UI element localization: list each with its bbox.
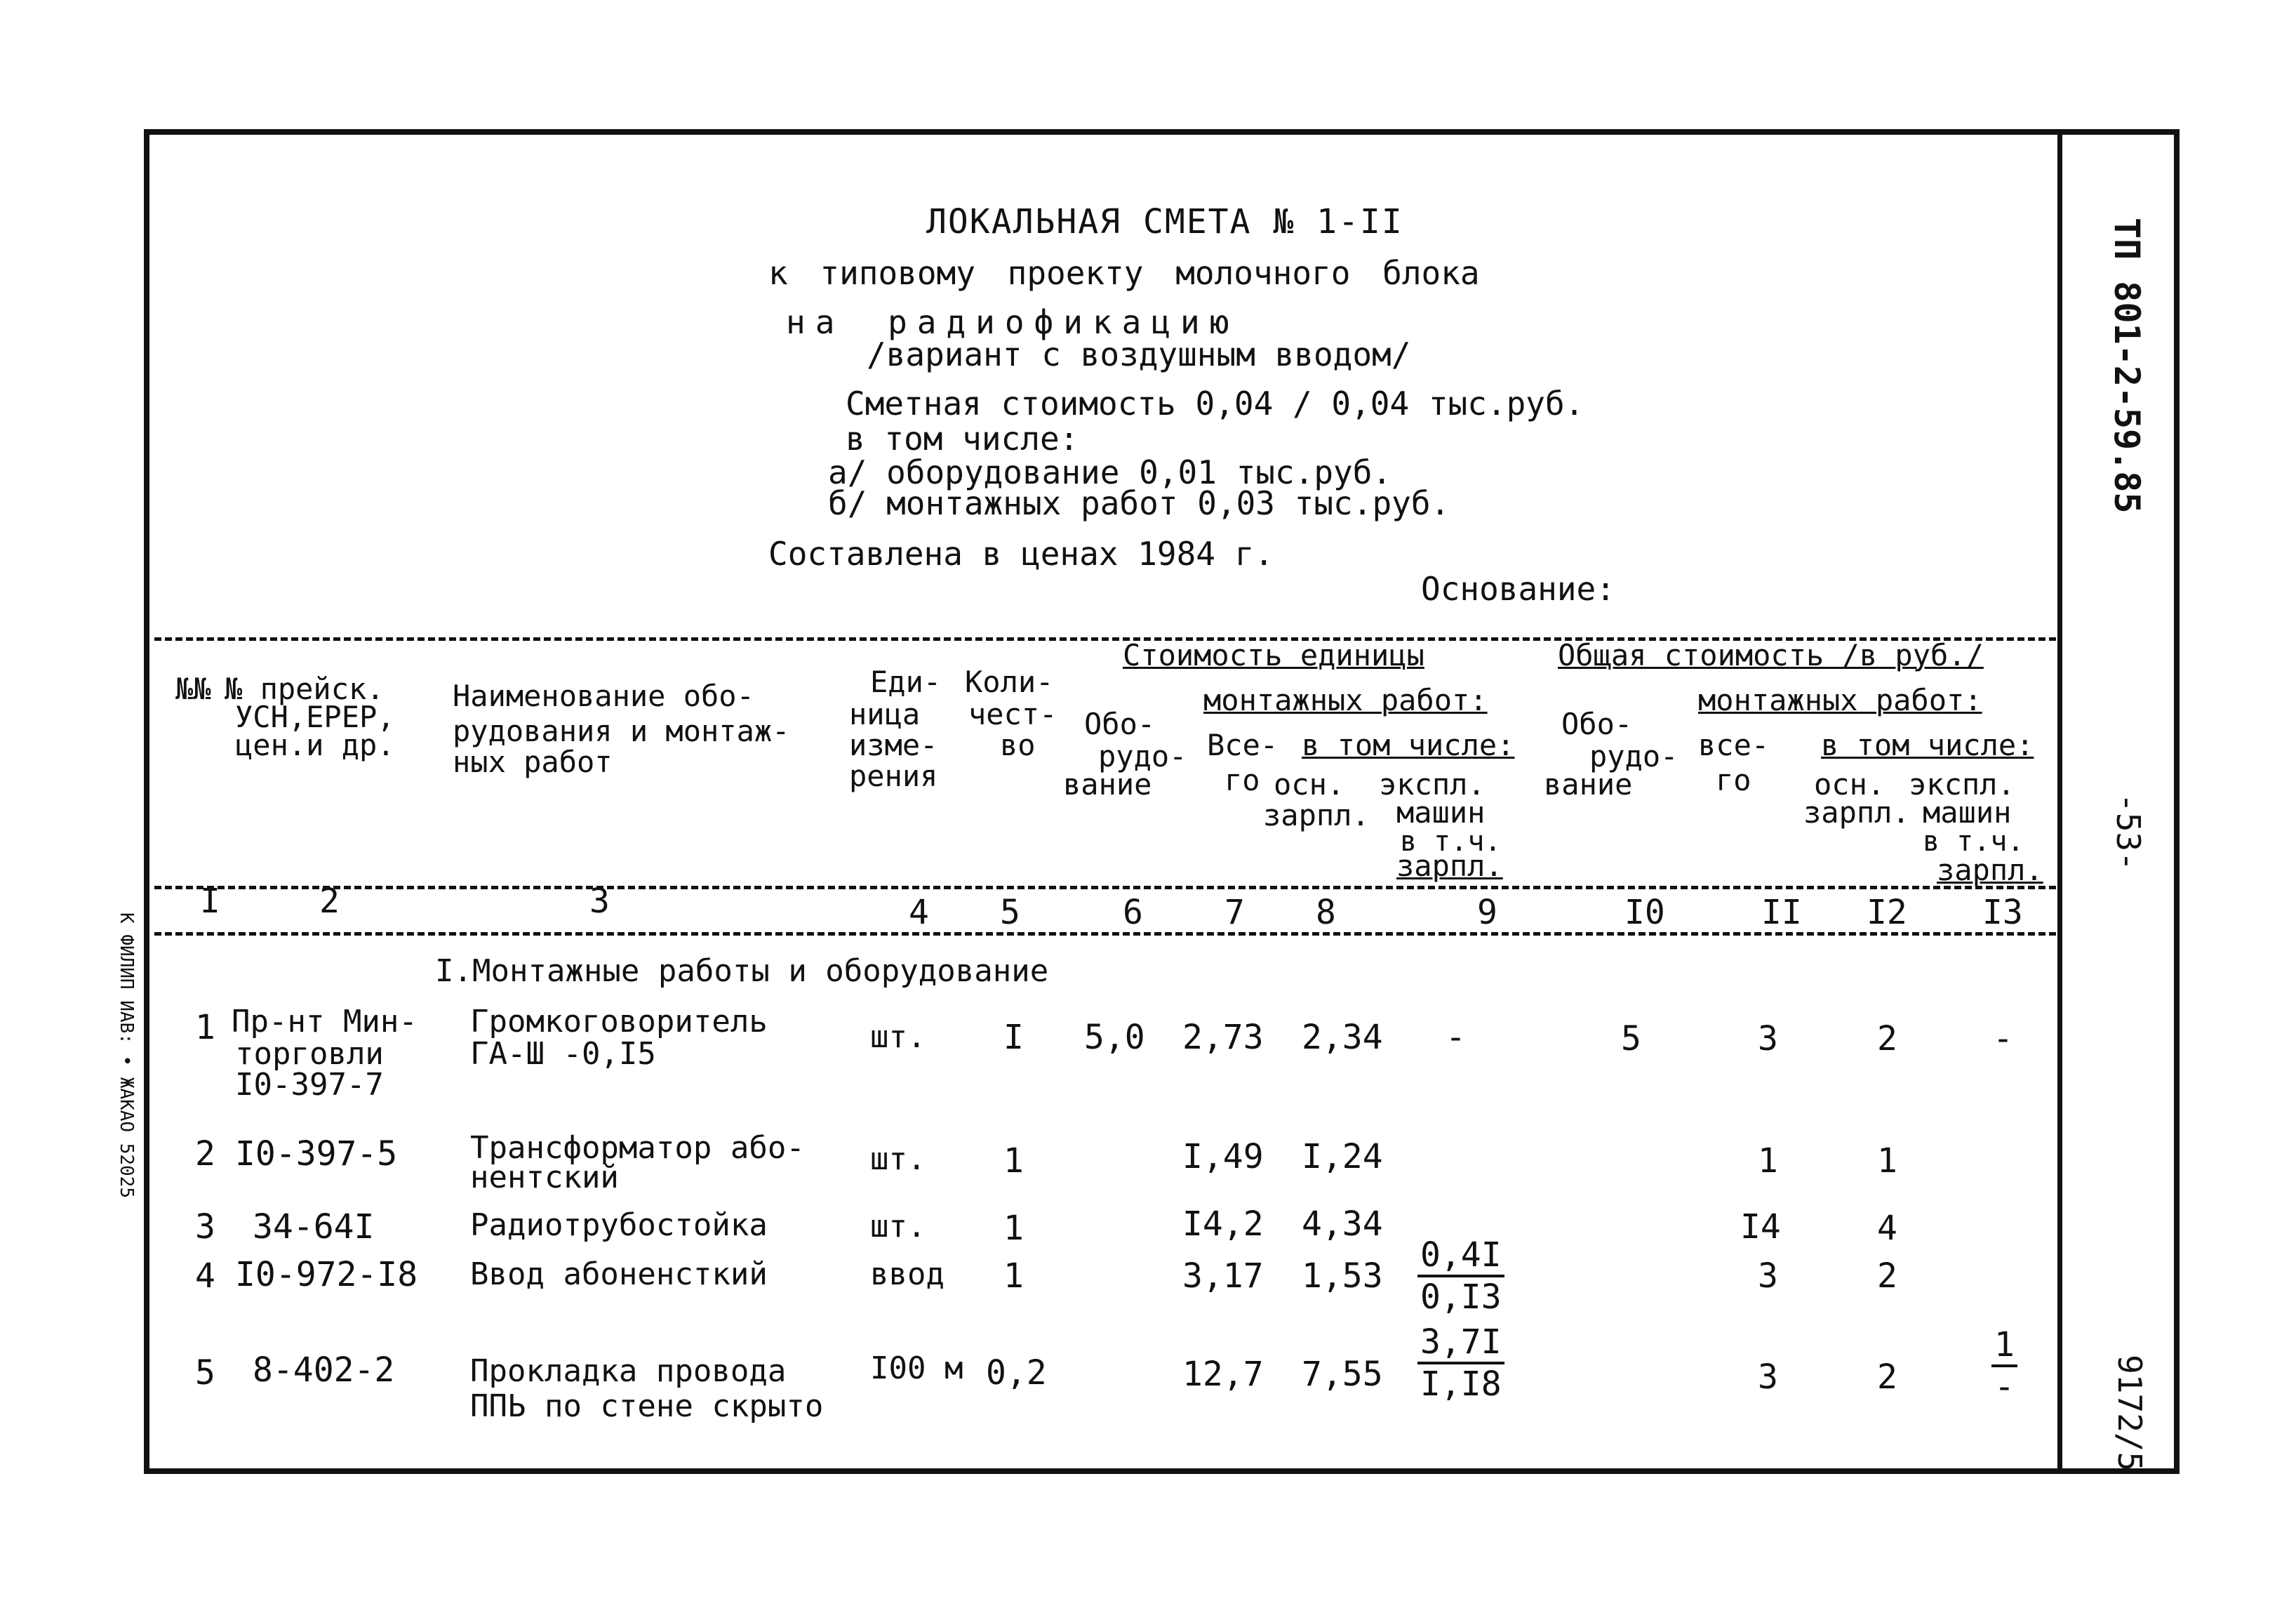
hdr-col13c: в т.ч. bbox=[1923, 825, 2024, 858]
hdr-col4b: ница bbox=[849, 697, 921, 731]
row2-osn: I,24 bbox=[1302, 1137, 1383, 1176]
row3-num: 3 bbox=[195, 1207, 215, 1247]
row4-t-all: 3 bbox=[1758, 1256, 1778, 1296]
hdr-group1: Стоимость единицы bbox=[1123, 638, 1424, 672]
colnum-6: 6 bbox=[1123, 893, 1143, 932]
hdr-col10c: вание bbox=[1544, 767, 1633, 802]
colnum-2: 2 bbox=[319, 882, 340, 921]
row5-code: 8-402-2 bbox=[253, 1350, 395, 1390]
hdr-col4c: изме- bbox=[849, 728, 938, 762]
doc-subtitle-1: к типовому проекту молочного блока bbox=[768, 254, 1480, 292]
hdr-incl2: в том числе: bbox=[1821, 728, 2034, 762]
row4-name: Ввод абоненсткий bbox=[470, 1256, 768, 1292]
hdr-col6a: Обо- bbox=[1084, 707, 1156, 741]
row1-t-osn: 2 bbox=[1877, 1019, 1897, 1058]
page-number: -53- bbox=[2109, 793, 2147, 871]
row3-all: I4,2 bbox=[1182, 1204, 1264, 1244]
row2-qty: 1 bbox=[1003, 1141, 1024, 1181]
row1-osn: 2,34 bbox=[1302, 1018, 1383, 1057]
row2-unit: шт. bbox=[870, 1141, 926, 1177]
colnum-11: II bbox=[1761, 893, 1802, 932]
hdr-col10b: рудо- bbox=[1589, 739, 1678, 773]
row5-t-all: 3 bbox=[1758, 1357, 1778, 1397]
row1-qty: I bbox=[1003, 1018, 1024, 1057]
hdr-col9a: экспл. bbox=[1379, 767, 1486, 802]
mounting-cost: б/ монтажных работ 0,03 тыс.руб. bbox=[828, 484, 1450, 522]
hdr-col13b: машин bbox=[1923, 795, 2012, 830]
row1-code-2: торговли bbox=[235, 1036, 384, 1072]
row4-num: 4 bbox=[195, 1256, 215, 1296]
estimate-cost: Сметная стоимость 0,04 / 0,04 тыс.руб. bbox=[846, 385, 1584, 423]
hdr-col2a: № прейск. bbox=[225, 672, 385, 706]
header-line-2 bbox=[154, 886, 2056, 889]
row5-mach-num: 3,7I bbox=[1417, 1322, 1504, 1364]
hdr-col7a: Все- bbox=[1207, 728, 1279, 762]
row2-num: 2 bbox=[195, 1134, 215, 1174]
row2-t-all: 1 bbox=[1758, 1141, 1778, 1181]
prices-year: Составлена в ценах 1984 г. bbox=[768, 535, 1274, 573]
hdr-col13d: зарпл. bbox=[1937, 853, 2043, 887]
hdr-col9d: зарпл. bbox=[1396, 849, 1503, 883]
row1-equip: 5,0 bbox=[1084, 1018, 1145, 1057]
project-code: ТП 801-2-59.85 bbox=[2107, 218, 2147, 514]
row4-unit: ввод bbox=[870, 1256, 945, 1292]
hdr-col3c: ных работ bbox=[453, 745, 613, 779]
row1-unit: шт. bbox=[870, 1019, 926, 1055]
hdr-group1b: монтажных работ: bbox=[1203, 683, 1488, 717]
hdr-col5b: чест- bbox=[968, 697, 1057, 731]
row3-t-osn: 4 bbox=[1877, 1209, 1897, 1248]
row5-qty: 0,2 bbox=[986, 1353, 1047, 1393]
row5-t-mach-fraction bbox=[1991, 1325, 2017, 1407]
hdr-col10a: Обо- bbox=[1561, 707, 1633, 741]
hdr-col12a: осн. bbox=[1814, 767, 1885, 802]
row4-code: I0-972-I8 bbox=[235, 1255, 418, 1294]
hdr-col11b: го bbox=[1716, 763, 1751, 797]
row3-osn: 4,34 bbox=[1302, 1204, 1383, 1244]
row5-name-2: ППЬ по стене скрыто bbox=[470, 1388, 824, 1424]
hdr-col7b: го bbox=[1224, 763, 1260, 797]
sheet-number: 9172/5 bbox=[2111, 1355, 2149, 1472]
basis-label: Основание: bbox=[1421, 570, 1615, 608]
hdr-col2c: цен.и др. bbox=[235, 728, 395, 762]
hdr-col5c: во bbox=[1000, 728, 1036, 762]
left-stamp: К ФИЛИП ИАВ: • ЖАКАО 52025 bbox=[116, 912, 137, 1198]
colnum-13: I3 bbox=[1982, 893, 2023, 932]
hdr-col11a: все- bbox=[1698, 728, 1770, 762]
hdr-group2b: монтажных работ: bbox=[1698, 683, 1982, 717]
hdr-col1: №№ bbox=[175, 672, 211, 706]
row5-all: 12,7 bbox=[1182, 1355, 1264, 1394]
row1-t-all: 3 bbox=[1758, 1019, 1778, 1058]
section-title: I.Монтажные работы и оборудование bbox=[435, 953, 1049, 989]
hdr-col13a: экспл. bbox=[1909, 767, 2015, 802]
row5-t-mach-den: - bbox=[1994, 1367, 2015, 1407]
hdr-incl1: в том числе: bbox=[1302, 728, 1515, 762]
colnum-7: 7 bbox=[1224, 893, 1245, 932]
doc-subtitle-2: на радиофикацию bbox=[786, 303, 1239, 341]
colnum-3: 3 bbox=[589, 882, 610, 921]
row1-all: 2,73 bbox=[1182, 1018, 1264, 1057]
row4-t-osn: 2 bbox=[1877, 1256, 1897, 1296]
colnum-1: I bbox=[200, 882, 220, 921]
row3-name: Радиотрубостойка bbox=[470, 1207, 768, 1243]
row1-code-1: Пр-нт Мин- bbox=[232, 1004, 418, 1039]
colnum-8: 8 bbox=[1316, 893, 1336, 932]
hdr-col2b: УСН,ЕРЕР, bbox=[235, 700, 395, 734]
hdr-group2: Общая стоимость /в руб./ bbox=[1558, 638, 1984, 672]
hdr-col9c: в т.ч. bbox=[1400, 825, 1502, 858]
row1-code-3: I0-397-7 bbox=[235, 1067, 384, 1103]
including-label: в том числе: bbox=[846, 420, 1079, 458]
colnum-10: I0 bbox=[1624, 893, 1665, 932]
row3-unit: шт. bbox=[870, 1209, 926, 1244]
row1-name-1: Громкоговоритель bbox=[470, 1004, 768, 1039]
row5-unit: I00 м bbox=[870, 1350, 963, 1386]
row1-mach: - bbox=[1446, 1018, 1466, 1057]
header-bottom-line bbox=[154, 932, 2056, 936]
hdr-col3b: рудования и монтаж- bbox=[453, 714, 790, 748]
hdr-col6c: вание bbox=[1063, 767, 1152, 802]
row5-mach-den: I,I8 bbox=[1420, 1364, 1502, 1404]
row4-osn: 1,53 bbox=[1302, 1256, 1383, 1296]
row3-t-all: I4 bbox=[1740, 1207, 1781, 1247]
doc-title: ЛОКАЛЬНАЯ СМЕТА № 1-II bbox=[926, 202, 1403, 241]
row4-mach-num: 0,4I bbox=[1417, 1235, 1504, 1277]
colnum-9: 9 bbox=[1477, 893, 1497, 932]
doc-subtitle-3: /вариант с воздушным вводом/ bbox=[867, 336, 1411, 373]
equipment-cost: а/ оборудование 0,01 тыс.руб. bbox=[828, 453, 1392, 491]
row5-osn: 7,55 bbox=[1302, 1355, 1383, 1394]
row2-code: I0-397-5 bbox=[235, 1134, 398, 1174]
row2-all: I,49 bbox=[1182, 1137, 1264, 1176]
row1-t-mach: - bbox=[1993, 1019, 2013, 1058]
row1-name-2: ГА-Ш -0,I5 bbox=[470, 1036, 656, 1072]
row4-mach-den: 0,I3 bbox=[1420, 1277, 1502, 1317]
row1-num: 1 bbox=[195, 1008, 215, 1047]
colnum-5: 5 bbox=[1000, 893, 1020, 932]
hdr-col8b: зарпл. bbox=[1263, 798, 1370, 832]
row5-name-1: Прокладка провода bbox=[470, 1353, 787, 1389]
row5-mach-fraction bbox=[1417, 1322, 1504, 1404]
hdr-col9b: машин bbox=[1396, 795, 1486, 830]
row4-all: 3,17 bbox=[1182, 1256, 1264, 1296]
row5-t-osn: 2 bbox=[1877, 1357, 1897, 1397]
row4-qty: 1 bbox=[1003, 1256, 1024, 1296]
hdr-col3a: Наименование обо- bbox=[453, 679, 754, 713]
hdr-col6b: рудо- bbox=[1098, 739, 1187, 773]
hdr-col4a: Еди- bbox=[870, 665, 942, 699]
row3-code: 34-64I bbox=[253, 1207, 375, 1247]
hdr-col5a: Коли- bbox=[965, 665, 1054, 699]
row3-qty: 1 bbox=[1003, 1209, 1024, 1248]
row2-t-osn: 1 bbox=[1877, 1141, 1897, 1181]
row5-t-mach-num: 1 bbox=[1991, 1325, 2017, 1367]
colnum-4: 4 bbox=[909, 893, 929, 932]
row5-num: 5 bbox=[195, 1353, 215, 1393]
row2-name-1: Трансформатор або- bbox=[470, 1130, 805, 1166]
row1-t-equip: 5 bbox=[1621, 1019, 1641, 1058]
row2-name-2: нентский bbox=[470, 1160, 619, 1195]
hdr-col4d: рения bbox=[849, 759, 938, 793]
hdr-col12b: зарпл. bbox=[1803, 795, 1910, 830]
hdr-col8a: осн. bbox=[1274, 767, 1345, 802]
row4-mach-fraction bbox=[1417, 1235, 1504, 1317]
colnum-12: I2 bbox=[1867, 893, 1907, 932]
